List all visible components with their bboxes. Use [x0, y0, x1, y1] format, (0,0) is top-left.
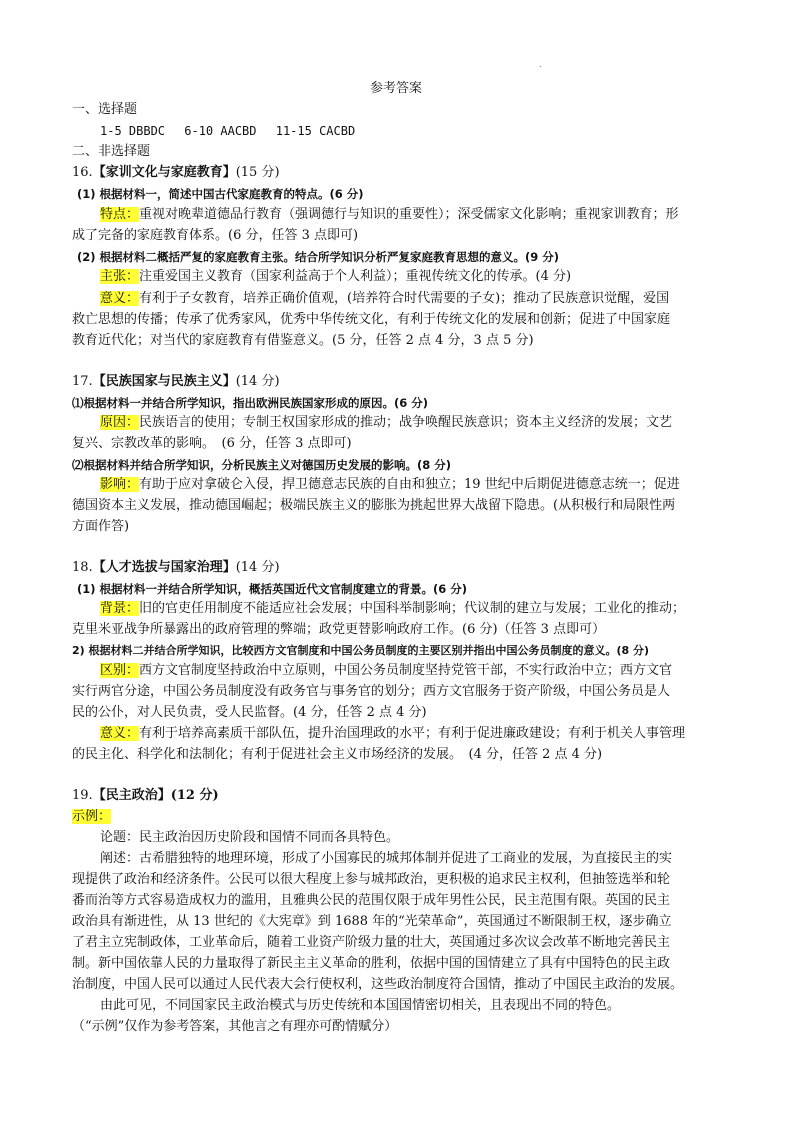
q16-answer-2: 主张：注重爱国主义教育（国家利益高于个人利益）；重视传统文化的传承。(4 分): [100, 269, 572, 284]
q18-score: (14 分): [235, 560, 280, 575]
q16-answer-1-line-1: 特点：重视对晚辈道德品行教育（强调德行与知识的重要性）；深受儒家文化影响；重视家训教育；形: [100, 207, 679, 222]
q19-score: (12 分): [170, 788, 219, 803]
q16-answer-3-line-3: 教育近代化；对当代的家庭教育有借鉴意义。(5 分，任答 2 点 4 分，3 点 5 分): [72, 333, 534, 348]
page-title: 参考答案: [370, 81, 423, 96]
q17-topic: 【民族国家与民族主义】: [92, 374, 236, 389]
q18-answer-1-line-1: 背景：旧的官吏任用制度不能适应社会发展；中国科举制影响；代议制的建立与发展；工业化的推动；: [100, 601, 686, 616]
q17-key-causes: 原因：: [100, 415, 140, 430]
q19-number: 19.: [72, 788, 93, 803]
q16-key-features: 特点：: [100, 207, 140, 222]
q18-answer-2-line-1: 区别：西方文官制度坚持政治中立原则，中国公务员制度坚持党管干部，不实行政治中立；西方文官: [100, 663, 673, 678]
q17-answer-2-line-1: 影响：有助于应对拿破仑入侵，捍卫德意志民族的自由和独立；19 世纪中后期促进德意志统一；促进: [100, 477, 680, 492]
q17-score: (14 分): [235, 374, 280, 389]
q17-answer-1-line-1: 原因：民族语言的使用；专制王权国家形成的推动；战争唤醒民族意识；资本主义经济的发展；文艺: [100, 415, 673, 430]
q17-heading: [72, 372, 280, 392]
q18-answer-3-line-1: 意义：有利于培养高素质干部队伍，提升治国理政的水平；有利于促进廉政建设；有利于机关人事管理: [100, 726, 686, 741]
q18-key-differences: 区别：: [100, 663, 140, 678]
q17-subquestion-1: ⑴根据材料一并结合所学知识，指出欧洲民族国家形成的原因。(6 分): [72, 396, 429, 410]
q19-argument-line-6: 制。新中国依靠人民的力量取得了新民主主义革命的胜利，依据中国的国情建立了具有中国特色的民主政: [72, 956, 671, 971]
q18-heading: [72, 558, 280, 578]
q19-topic: 【民主政治】: [92, 788, 171, 803]
choice-answers: 1-5 DBBDC 6-10 AACBD 11-15 CACBD: [100, 124, 356, 138]
q16-answer-3-line-1: 意义：有利于子女教育，培养正确价值观，(培养符合时代需要的子女)；推动了民族意识觉醒，爱国: [100, 291, 670, 306]
q18-subquestion-2: 2) 根据材料二并结合所学知识，比较西方文官制度和中国公务员制度的主要区别并指出中国公务员制度的意义。(8 分): [72, 644, 650, 657]
q18-answer-2-line-3: 民的公仆，对人民负责，受人民监督。(4 分，任答 2 点 4 分): [72, 705, 427, 720]
q18-topic: 【人才选拔与国家治理】: [92, 560, 236, 575]
q17-answer-2-line-2: 德国资本主义发展，推动德国崛起；极端民族主义的膨胀为挑起世界大战留下隐患。(从积极行和局限性两: [72, 498, 676, 513]
q18-subquestion-1: (1) 根据材料一并结合所学知识，概括英国近代文官制度建立的背景。(6 分): [77, 582, 468, 596]
q19-note: （“示例”仅作为参考答案，其他言之有理亦可酌情赋分）: [72, 1019, 398, 1034]
q19-argument-line-2: 现提供了政治和经济条件。公民可以很大程度上参与城邦政治，更积极的追求民主权利，但抽签选举和轮: [72, 872, 671, 887]
q18-key-background: 背景：: [100, 601, 140, 616]
q17-answer-2-line-3: 方面作答): [72, 519, 130, 534]
q16-topic: 【家训文化与家庭教育】: [92, 165, 236, 180]
q19-heading: [72, 786, 219, 806]
q17-number: 17.: [72, 374, 93, 389]
q18-answer-2-line-2: 实行两官分途，中国公务员制度没有政务官与事务官的划分；西方文官服务于资产阶级，中国公务员是人: [72, 684, 671, 699]
q16-heading: [72, 163, 280, 183]
stray-dot: .: [539, 60, 542, 69]
q19-example-label: 示例：: [72, 809, 112, 824]
q19-argument-line-5: 了君主立宪制政体，工业革命后，随着工业资产阶级力量的壮大，英国通过多次议会改革不断地完善民主: [72, 935, 671, 950]
q16-answer-1-line-2: 成了完备的家庭教育体系。(6 分，任答 3 点即可): [72, 228, 359, 243]
q19-argument-line-7: 治制度，中国人民可以通过人民代表大会行使权利，这些政治制度符合国情，推动了中国民主政治的发展。: [72, 977, 684, 992]
q17-answer-1-line-2: 复兴、宗教改革的影响。 (6 分，任答 3 点即可): [72, 436, 352, 451]
q18-number: 18.: [72, 560, 93, 575]
q16-number: 16.: [72, 165, 93, 180]
q19-argument-line-3: 番而治等方式容易造成权力的滥用，且雅典公民的范围仅限于成年男性公民，民主范围有限。英国的民主: [72, 893, 671, 908]
q16-key-significance: 意义：: [100, 291, 140, 306]
q16-subquestion-2: (2) 根据材料二概括严复的家庭教育主张。结合所学知识分析严复家庭教育思想的意义。(9 分): [77, 250, 560, 264]
q17-key-impact: 影响：: [100, 477, 140, 492]
q19-conclusion: 由此可见，不同国家民主政治模式与历史传统和本国国情密切相关，且表现出不同的特色。: [100, 998, 621, 1013]
q18-answer-1-line-2: 克里米亚战争所暴露出的政府管理的弊端；政党更替影响政府工作。(6 分)（任答 3 点即可）: [72, 622, 606, 637]
q16-answer-3-line-2: 救亡思想的传播；传承了优秀家风，优秀中华传统文化，有利于传统文化的发展和创新；促进了中国家庭: [72, 312, 671, 327]
q16-key-proposition: 主张：: [100, 269, 140, 284]
section-nonchoice-heading: 二、非选择题: [72, 144, 151, 159]
q18-key-significance: 意义：: [100, 726, 140, 741]
q16-subquestion-1: (1) 根据材料一，简述中国古代家庭教育的特点。(6 分): [77, 187, 364, 201]
q19-argument-line-1: 阐述：古希腊独特的地理环境，形成了小国寡民的城邦体制并促进了工商业的发展，为直接民主的实: [100, 851, 673, 866]
q18-answer-3-line-2: 的民主化、科学化和法制化；有利于促进社会主义市场经济的发展。 (4 分，任答 2 点 4 分): [72, 747, 603, 762]
section-choice-heading: 一、选择题: [72, 102, 138, 117]
q17-subquestion-2: ⑵根据材料并结合所学知识，分析民族主义对德国历史发展的影响。(8 分): [72, 458, 452, 472]
q19-argument-line-4: 政治具有渐进性，从 13 世纪的《大宪章》到 1688 年的“光荣革命”，英国通过不断限制王权，逐步确立: [72, 914, 672, 929]
q16-score: (15 分): [235, 165, 280, 180]
q19-thesis: 论题：民主政治因历史阶段和国情不同而各具特色。: [100, 830, 400, 845]
